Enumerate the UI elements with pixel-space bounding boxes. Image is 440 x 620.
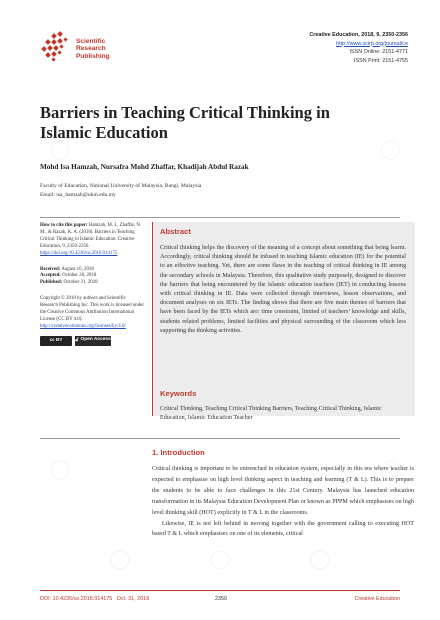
citation-block: [40, 223, 144, 258]
license-badges: [40, 336, 144, 346]
journal-citation-line: Creative Education, 2018, 9, 2350-2356: [309, 32, 408, 38]
article-sidebar: [40, 223, 144, 346]
logo-line-1: Scientific: [76, 38, 106, 45]
author-email: Email: isa_hamzah@ukm.edu.my: [40, 192, 116, 198]
received-date: August 16, 2018: [61, 266, 94, 272]
footer-doi: DOI: 10.4236/ce.2018.914175: [40, 596, 113, 602]
footer-doi-date: [40, 596, 149, 602]
logo-line-2: Research: [76, 45, 106, 53]
affiliation: Faculty of Education, National University of Malaysia, Bangi, Malaysia: [40, 183, 202, 189]
footer-date: Oct. 31, 2018: [116, 596, 150, 602]
open-access-label: Open Access: [80, 337, 111, 343]
abstract-heading: Abstract: [160, 227, 191, 236]
introduction-heading: 1. Introduction: [152, 448, 205, 457]
abstract-text: Critical thinking helps the discovery of the meaning of a concept about something that being learnt. Accordingly, critical thinking should be infused in teaching Islamic education (IE) for the potential to an effective teaching. Yet, there are some flaws in the teaching of critical thinking in IE among the secondary schools in Malaysia. Therefore, this qualitative study purposely, designed to discover the barriers that being encountered by the Islamic education teachers (IET) in conducting lessons with critical thinking in IE. Data were collected through interviews, lesson observations, and document analyses on six IETs. The finding shows that there are five main themes of barriers that have been faced by the IETs which are: time constraint, limited of teachers’ knowledge and skills, students related problems, limited facilities and physical surrounding of the classroom which less supporting the thinking activities.: [160, 245, 406, 334]
intro-paragraph-2: Likewise, IE is not left behind in moving together with the government calling to executing HOT based T & L which emphasises on one of its elements, critical: [152, 520, 414, 538]
section-divider: [40, 438, 400, 439]
cc-by-badge[interactable]: cc BY: [40, 336, 72, 346]
open-lock-icon: 🔓︎: [75, 337, 79, 344]
copyright-text: Copyright © 2018 by authors and Scientific Research Publishing Inc. This work is licensed under the Creative Commons Attribution International License (CC BY 4.0).: [40, 296, 144, 322]
accepted-label: Accepted:: [40, 273, 61, 279]
doi-link[interactable]: https://doi.org/10.4236/ce.2018.914175: [40, 250, 118, 256]
accepted-date: October 28, 2018: [62, 273, 97, 279]
introduction-body: [152, 464, 414, 540]
paper-title: Barriers in Teaching Critical Thinking in Islamic Education: [40, 103, 330, 142]
keywords-heading: Keywords: [160, 389, 197, 398]
journal-url-link[interactable]: http://www.scirp.org/journal/ce: [336, 40, 408, 47]
issn-online: ISSN Online: 2151-4771: [349, 49, 408, 56]
keywords-text: Critical Thinking, Teaching Critical Thinking Barriers, Teaching Critical Thinking, Islamic Education, Islamic Education Teacher: [160, 406, 382, 422]
author-list: Mohd Isa Hamzah, Nursafra Mohd Zhaffar, Khadijah Abdul Razak: [40, 163, 249, 171]
journal-info: [309, 31, 408, 65]
intro-paragraph-1: Critical thinking is important to be entrenched in education system, especially in this era where teacher is expected to emphasise on high level thinking aspect in teaching and learning (T & L). This is to prepare the students to be able to face challenges in this 21st Century. Malaysia has launched education transformation in its Malaysia Education Development Plan or known as PPPM which emphasises on high level thinking skill (HOT) explicitly in T & L in the classrooms.: [152, 466, 414, 516]
cite-label: How to cite this paper:: [40, 223, 88, 228]
received-label: Received:: [40, 266, 61, 272]
footer-journal: Creative Education: [354, 596, 400, 602]
publisher-logo-text: [76, 38, 110, 60]
published-date: October 31, 2018: [63, 280, 98, 286]
open-access-badge[interactable]: [75, 336, 111, 346]
footer-rule: [40, 590, 400, 591]
copyright-block: [40, 296, 144, 331]
header-divider: [40, 217, 400, 218]
dates-block: [40, 267, 144, 288]
logo-line-3: Publishing: [76, 52, 110, 60]
license-link[interactable]: http://creativecommons.org/licenses/by/4.0/: [40, 323, 126, 329]
published-label: Published:: [40, 280, 63, 286]
page-number: 2350: [215, 596, 227, 602]
issn-print: ISSN Print: 2151-4755: [354, 57, 408, 64]
affiliation-block: [40, 182, 201, 200]
cite-text: Hamzah, M. I., Zhaffar, N. M., & Razak, K. A. (2018). Barriers in Teaching Critical Thinking in Islamic Education. Creative Education, 9, 2350-2356.: [40, 223, 142, 249]
